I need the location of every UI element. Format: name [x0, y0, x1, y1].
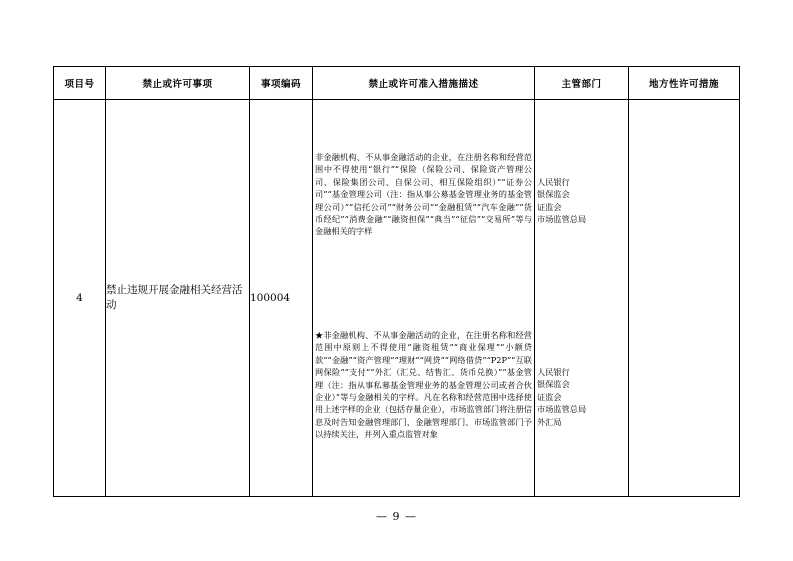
department-list-1: [537, 176, 586, 226]
header-measure-description: 禁止或许可准入措施描述: [313, 67, 535, 100]
header-local-measures: 地方性许可措施: [629, 67, 740, 100]
admission-measures-table: [53, 66, 740, 497]
department-name: 外汇局: [537, 416, 562, 427]
header-item-name: 禁止或许可事项: [106, 67, 250, 100]
measure-description-1: 非金融机构、不从事金融活动的企业，在注册名称和经营范围中不得使用“银行”“保险（保险公司、保险资产管理公司、保险集团公司、自保公司、相互保险组织）”“证券公司”“基金管理公司（注：指从事公募基金管理业务的基金管理公司）”“信托公司”“财务公司”“金融租赁”“汽车金融”“货币经纪”“消费金融”“融资担保”“典当”“征信”“交易所”等与金融相关的字样: [315, 152, 532, 237]
cell-competent-department: [535, 100, 629, 497]
department-name: 市场监管总局: [537, 404, 587, 415]
page-number: — 9 —: [376, 510, 417, 523]
cell-measure-description: [313, 100, 535, 497]
department-name: 银保监会: [537, 379, 570, 390]
department-name: 人民银行: [537, 177, 570, 187]
department-name: 银保监会: [537, 189, 570, 200]
header-item-code: 事项编码: [250, 67, 313, 100]
cell-item-code: 100004: [250, 100, 313, 497]
department-name: 市场监管总局: [537, 214, 587, 225]
department-name: 证监会: [537, 201, 562, 212]
department-list-2: [537, 366, 586, 428]
measure-description-2: ★非金融机构、不从事金融活动的企业，在注册名称和经营范围中原则上不得使用“融资租赁”“商业保理”“小额贷款”“金融”“资产管理”“理财”“网贷”“网络借贷”“P2P”“互联网保险”“支付”“外汇（汇兑、结售汇、货币兑换）”“基金管理（注：指从事私募基金管理业务的基金管理公司或者合伙企业）”等与金融相关的字样。凡在名称和经营范围中选择使用上述字样的企业（包括存量企业），市场监管部门将注册信息及时告知金融管理部门，金融管理部门、市场监管部门予以持续关注，并列入重点监管对象: [315, 330, 532, 440]
department-name: 人民银行: [537, 367, 570, 377]
header-competent-department: 主管部门: [535, 67, 629, 100]
department-name: 证监会: [537, 391, 562, 402]
cell-local-measures: [629, 100, 740, 497]
cell-item-number: 4: [54, 100, 106, 497]
table-header-row: [54, 67, 740, 100]
table-row: [54, 100, 740, 497]
cell-item-name: 禁止违规开展金融相关经营活动: [106, 100, 250, 497]
header-item-number: 项目号: [54, 67, 106, 100]
